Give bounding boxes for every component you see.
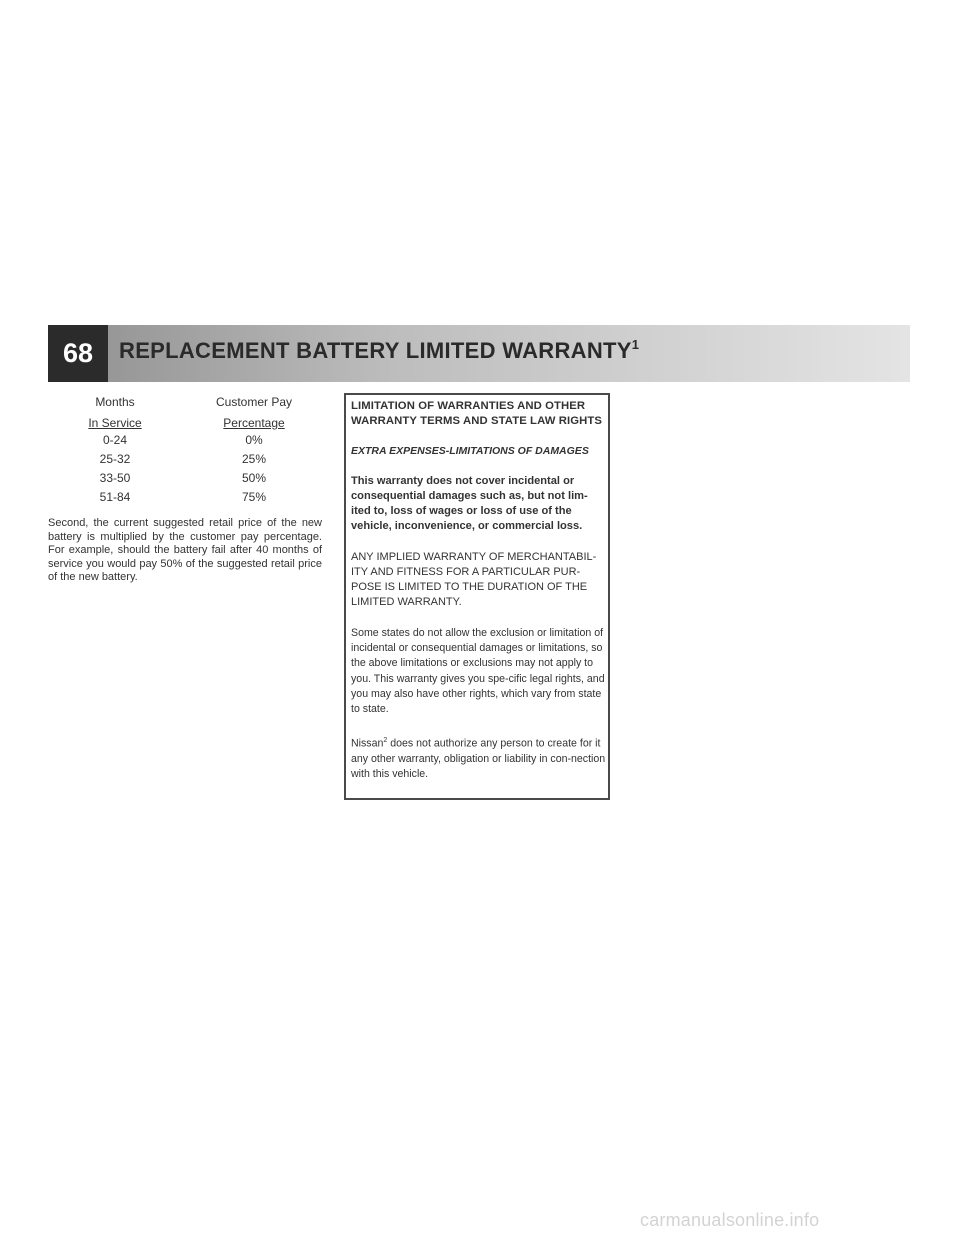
- months-cell: 33-50: [99, 471, 131, 485]
- box-paragraph-2-footnote: 2: [383, 737, 388, 745]
- box-paragraph-2-rest: does not authorize any person to create for it any other warranty, obligation or liability in con-nection with this vehicle.: [351, 737, 606, 781]
- months-cell: 25-32: [99, 452, 131, 466]
- box-title: LIMITATION OF WARRANTIES AND OTHER WARRANTY TERMS AND STATE LAW RIGHTS: [351, 400, 602, 427]
- header-percentage: Percentage: [223, 416, 285, 430]
- box-paragraph-1: Some states do not allow the exclusion or limitation of incidental or consequential damages or limitations, so the above limitations or exclusions may not apply to you. This warranty gives you spe-cific legal rights, and you may also have other rights, which vary from state to state.: [351, 627, 605, 716]
- section-header: [48, 325, 910, 382]
- table-header-row-2: [48, 416, 322, 432]
- percentage-cell: 75%: [241, 490, 267, 504]
- percentage-cell: 50%: [241, 471, 267, 485]
- header-in-service: In Service: [88, 416, 142, 430]
- box-subtitle: EXTRA EXPENSES-LIMITATIONS OF DAMAGES: [351, 445, 589, 457]
- box-bold-paragraph: This warranty does not cover incidental or consequential damages such as, but not lim-ited to, loss of wages or loss of use of the vehicle, inconvenience, or commercial loss.: [351, 475, 588, 532]
- box-paragraph-2: [351, 733, 606, 782]
- header-in-service-cell: [72, 416, 158, 430]
- table-header-row-1: [48, 395, 322, 411]
- header-percentage-cell: [208, 416, 300, 430]
- months-cell: 0-24: [102, 433, 128, 447]
- table-row: [48, 490, 322, 509]
- months-cell: 51-84: [99, 490, 131, 504]
- section-title: [119, 337, 639, 364]
- section-title-footnote: 1: [631, 337, 640, 352]
- percentage-cell: 25%: [241, 452, 267, 466]
- section-title-text: REPLACEMENT BATTERY LIMITED WARRANTY: [119, 338, 632, 363]
- limitation-box: [344, 393, 610, 800]
- left-column: [48, 395, 322, 585]
- page-number: 68: [48, 325, 108, 382]
- explanation-paragraph: Second, the current suggested retail price of the new battery is multiplied by the customer pay percentage. For example, should the battery fail after 40 months of service you would pay 50% of the suggested retail price of the new battery.: [48, 517, 322, 584]
- header-months: Months: [95, 395, 135, 409]
- box-paragraph-2-lead: Nissan: [351, 737, 384, 750]
- table-row: [48, 452, 322, 471]
- table-header: [48, 395, 322, 433]
- watermark-text: carmanualsonline.info: [640, 1210, 820, 1230]
- box-caps-paragraph: ANY IMPLIED WARRANTY OF MERCHANTABIL-ITY AND FITNESS FOR A PARTICULAR PUR-POSE IS LIMITED TO THE DURATION OF THE LIMITED WARRANTY.: [351, 551, 597, 608]
- table-row: [48, 433, 322, 452]
- header-customer-pay: Customer Pay: [215, 395, 293, 409]
- table-row: [48, 471, 322, 490]
- percentage-cell: 0%: [245, 433, 263, 447]
